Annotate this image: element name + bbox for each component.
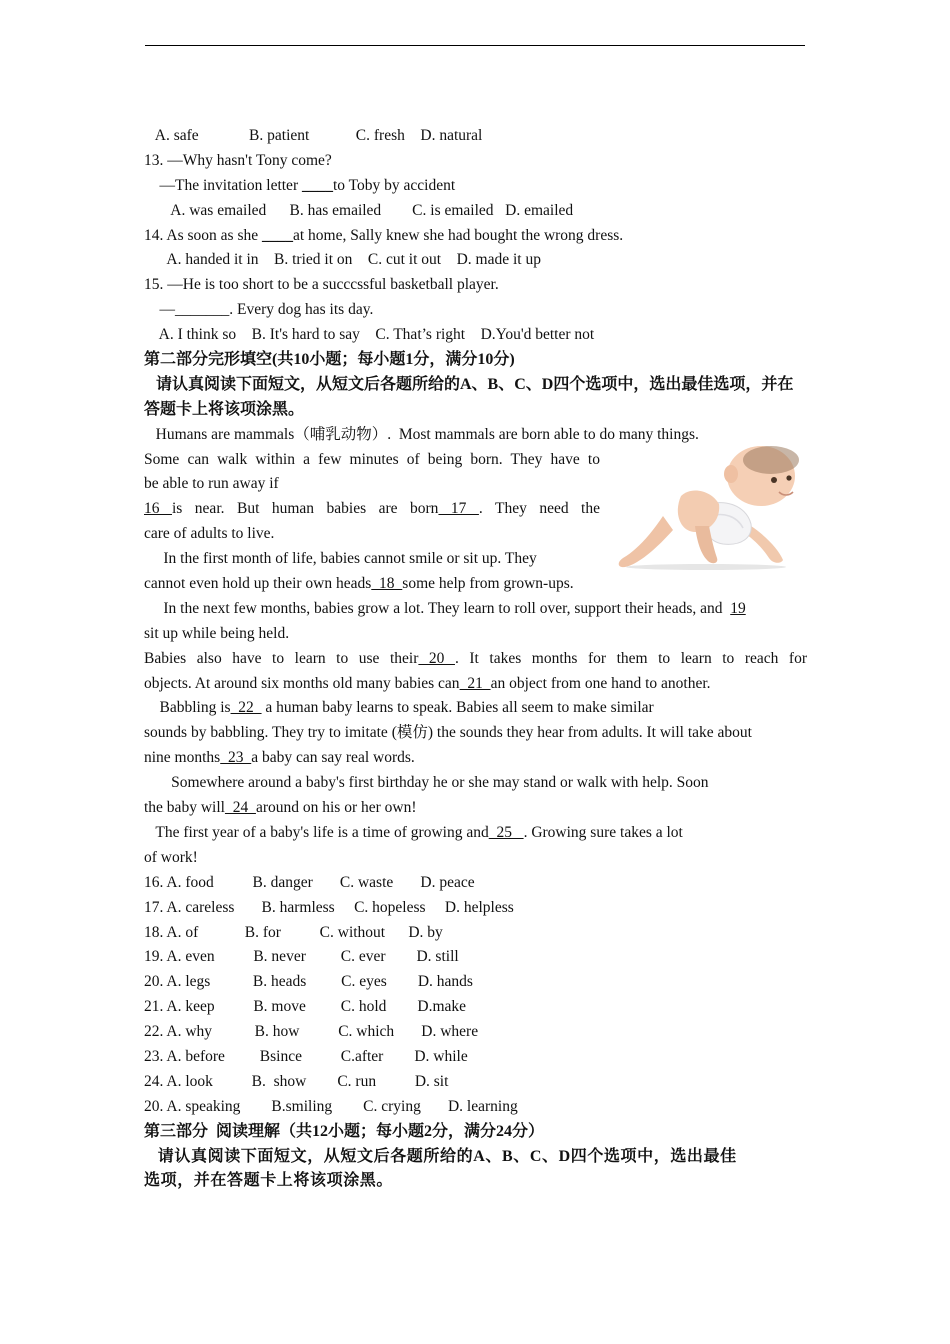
q15-question: 15. —He is too short to be a succcssful basketball player. bbox=[144, 276, 499, 294]
cloze-option-17: 17. A. careless B. harmless C. hopeless D. helpless bbox=[144, 898, 514, 916]
cloze-option-21: 21. A. keep B. move C. hold D.make bbox=[144, 998, 467, 1016]
part2-instruction-1: 请认真阅读下面短文，从短文后各题所给的A、B、C、D四个选项中，选出最佳选项，并在 bbox=[144, 375, 794, 393]
q13-options: A. was emailed B. has emailed C. is emailed D. emailed bbox=[144, 201, 574, 219]
passage-line: cannot even hold up their own heads 18 some help from grown-ups. bbox=[144, 575, 574, 593]
cloze-option-24: 24. A. look B. show C. run D. sit bbox=[144, 1072, 449, 1090]
q13-reply: —The invitation letter ____to Toby by accident bbox=[144, 176, 456, 194]
part3-instruction-2: 选项，并在答题卡上将该项涂黑。 bbox=[144, 1172, 394, 1190]
exam-content bbox=[144, 124, 807, 1194]
header-rule bbox=[145, 45, 805, 46]
passage-line: nine months 23 a baby can say real words. bbox=[144, 749, 415, 767]
q13-question: 13. —Why hasn't Tony come? bbox=[144, 151, 332, 169]
passage-line: care of adults to live. bbox=[144, 525, 275, 543]
passage-line: In the next few months, babies grow a lot. They learn to roll over, support their heads, and 19 bbox=[144, 599, 746, 617]
q15-options: A. I think so B. It's hard to say C. That’s right D.You'd better not bbox=[144, 326, 595, 344]
passage-line: 16 is near. But human babies are born 17 . They need the bbox=[144, 500, 600, 518]
q12-options: A. safe B. patient C. fresh D. natural bbox=[144, 127, 483, 144]
part2-instruction-2: 答题卡上将该项涂黑。 bbox=[144, 400, 305, 418]
cloze-option-16: 16. A. food B. danger C. waste D. peace bbox=[144, 873, 475, 891]
blank-24: 24 bbox=[224, 799, 256, 817]
q13-blank: ____ bbox=[301, 176, 333, 194]
q14-blank: ____ bbox=[261, 226, 293, 244]
blank-19: 19 bbox=[730, 599, 746, 617]
passage-line: The first year of a baby's life is a time of growing and 25 . Growing sure takes a lot bbox=[144, 823, 683, 841]
q15-blank: _______ bbox=[175, 301, 230, 319]
passage-line: Somewhere around a baby's first birthday he or she may stand or walk with help. Soon bbox=[144, 774, 709, 792]
blank-22: 22 bbox=[230, 699, 262, 717]
passage-line: Babies also have to learn to use their 20 . It takes months for them to learn to reach for bbox=[144, 649, 808, 667]
baby-arm bbox=[619, 516, 673, 567]
cloze-option-22: 22. A. why B. how C. which D. where bbox=[144, 1023, 479, 1041]
cloze-option-20: 20. A. legs B. heads C. eyes D. hands bbox=[144, 973, 473, 991]
cloze-option-18: 18. A. of B. for C. without D. by bbox=[144, 923, 443, 941]
passage-line: the baby will 24 around on his or her own! bbox=[144, 799, 417, 817]
passage-line: In the first month of life, babies cannot smile or sit up. They bbox=[144, 550, 537, 568]
blank-23: 23 bbox=[220, 749, 252, 767]
passage-line: sit up while being held. bbox=[144, 624, 290, 642]
q14-options: A. handed it in B. tried it on C. cut it out D. made it up bbox=[144, 251, 541, 269]
cloze-option-25: 20. A. speaking B.smiling C. crying D. learning bbox=[144, 1097, 518, 1115]
q14-question: 14. As soon as she ____at home, Sally knew she had bought the wrong dress. bbox=[144, 226, 624, 244]
passage-line: sounds by babbling. They try to imitate (模仿) the sounds they hear from adults. It will take about bbox=[144, 724, 752, 742]
baby-hair bbox=[743, 446, 799, 474]
part3-instruction-1: 请认真阅读下面短文，从短文后各题所给的A、B、C、D四个选项中，选出最佳 bbox=[144, 1147, 737, 1165]
passage-line: Some can walk within a few minutes of being born. They have to bbox=[144, 450, 600, 468]
passage-line: objects. At around six months old many babies can 21 an object from one hand to another. bbox=[144, 674, 711, 692]
crawling-baby-illustration bbox=[611, 446, 809, 570]
passage-line: be able to run away if bbox=[144, 475, 279, 493]
passage-line: Babbling is 22 a human baby learns to speak. Babies all seem to make similar bbox=[144, 699, 654, 717]
passage-line: Humans are mammals（哺乳动物）. Most mammals are born able to do many things. bbox=[144, 425, 699, 443]
q15-reply: —_______. Every dog has its day. bbox=[144, 301, 374, 319]
part2-heading: 第二部分完形填空(共10小题；每小题1分，满分10分) bbox=[144, 351, 515, 369]
blank-20: 20 bbox=[418, 649, 455, 667]
cloze-option-23: 23. A. before Bsince C.after D. while bbox=[144, 1047, 468, 1065]
blank-16: 16 bbox=[144, 500, 172, 518]
part3-heading: 第三部分 阅读理解（共12小题；每小题2分，满分24分） bbox=[144, 1122, 545, 1140]
blank-25: 25 bbox=[488, 823, 524, 841]
blank-21: 21 bbox=[459, 674, 491, 692]
cloze-option-19: 19. A. even B. never C. ever D. still bbox=[144, 948, 459, 966]
blank-18: 18 bbox=[371, 575, 403, 593]
blank-17: 17 bbox=[438, 500, 479, 518]
passage-line: of work! bbox=[144, 848, 198, 866]
